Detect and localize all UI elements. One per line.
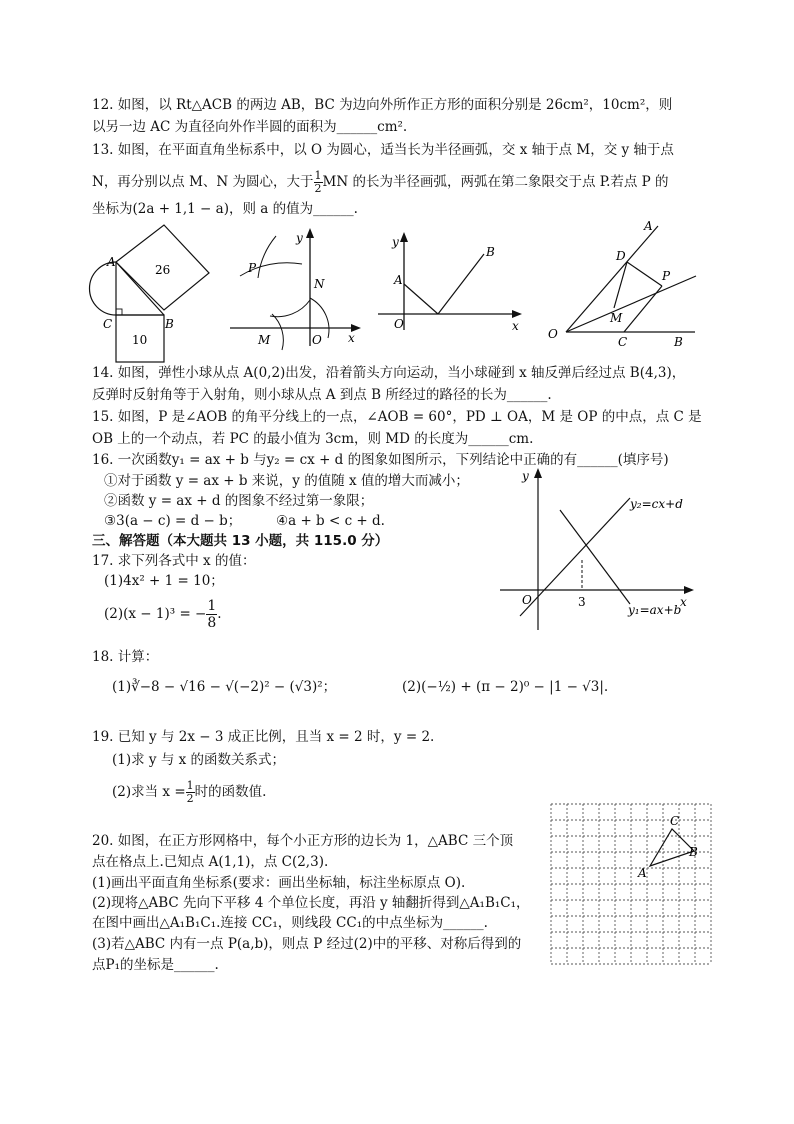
figure-linear-functions (500, 466, 700, 632)
triangle-abc (650, 829, 694, 866)
q13-line3: 坐标为(2a + 1,1 − a)，则 a 的值为______. (92, 201, 358, 217)
q18-part2: (2)(−½) + (π − 2)⁰ − |1 − √3|. (402, 679, 609, 695)
line-y2 (520, 498, 630, 616)
label-P: P (248, 261, 257, 275)
q19-part2a: (2)求当 x = (112, 784, 186, 800)
label-C: C (103, 317, 113, 331)
q19-frac-num: 1 (186, 779, 194, 792)
label-O: O (394, 317, 404, 331)
q17-part1: (1)4x² + 1 = 10； (104, 573, 224, 589)
q17-fraction (206, 598, 217, 631)
q13-fraction (314, 170, 323, 195)
q13-line2 (92, 170, 669, 195)
figure-square-grid (550, 803, 712, 965)
q15-line2: OB 上的一个动点，若 PC 的最小值为 3cm，则 MD 的长度为______cm. (92, 431, 534, 447)
q17-title: 17. 求下列各式中 x 的值： (92, 553, 256, 569)
label-tick-3: 3 (578, 595, 586, 609)
q19-fraction (186, 780, 195, 805)
q16-option4: ④a + b < c + d. (276, 513, 385, 529)
label-B: B (486, 245, 495, 259)
label-N: N (314, 277, 325, 291)
q20-line6: (3)若△ABC 内有一点 P(a,b)，则点 P 经过(2)中的平移、对称后得到的 (92, 936, 522, 952)
section-3-heading: 三、解答题（本大题共 13 小题，共 115.0 分） (92, 533, 389, 549)
q13-line2a: N，再分别以点 M、N 为圆心，大于 (92, 174, 314, 190)
label-B: B (689, 845, 698, 859)
q13-line1: 13. 如图，在平面直角坐标系中，以 O 为圆心，适当长为半径画弧，交 x 轴于点 M，交 y 轴于点 (92, 142, 674, 158)
q16-option2: ②函数 y = ax + d 的图象不经过第一象限； (104, 493, 374, 509)
label-B: B (165, 317, 174, 331)
label-10: 10 (132, 333, 148, 347)
q13-frac-den: 2 (314, 182, 322, 195)
q15-line1: 15. 如图，P 是∠AOB 的角平分线上的一点，∠AOB = 60°，PD ⊥ OA，M 是 OP 的中点，点 C 是 (92, 409, 702, 425)
q17-frac-num: 1 (207, 598, 217, 614)
label-x: x (680, 595, 687, 609)
q19-part1: (1)求 y 与 x 的函数关系式； (112, 752, 286, 768)
label-M: M (258, 333, 271, 347)
label-y: y (296, 231, 303, 245)
label-O: O (312, 333, 322, 347)
label-x: x (512, 319, 519, 333)
q19-part2b: 时的函数值. (194, 784, 267, 800)
figure-right-triangle-squares (85, 222, 215, 367)
q18-part1: (1)∛−8 − √16 − √(−2)² − (√3)²； (112, 679, 337, 695)
label-D: D (616, 249, 626, 263)
label-A: A (638, 866, 647, 880)
label-y2-eq: y₂=cx+d (630, 497, 683, 511)
label-C: C (618, 335, 628, 349)
label-M: M (610, 311, 623, 325)
label-y: y (392, 235, 399, 249)
q17-part2 (104, 598, 222, 631)
label-O: O (522, 593, 532, 607)
semicircle (90, 262, 116, 315)
label-A: A (394, 273, 403, 287)
q16-option3: ③3(a − c) = d − b； (104, 513, 242, 529)
figure-angle-aob (540, 220, 700, 350)
q12-line2: 以另一边 AC 为直径向外作半圆的面积为______cm². (92, 119, 408, 135)
label-A: A (644, 219, 653, 233)
label-O: O (548, 327, 558, 341)
q12-line1: 12. 如图，以 Rt△ACB 的两边 AB，BC 为边向外所作正方形的面积分别是 26cm²，10cm²，则 (92, 97, 673, 113)
q20-line1: 20. 如图，在正方形网格中，每个小正方形的边长为 1，△ABC 三个顶 (92, 833, 514, 849)
q17-frac-den: 8 (207, 615, 217, 631)
q16-line1: 16. 一次函数y₁ = ax + b 与y₂ = cx + d 的图象如图所示，下列结论中正确的有______(填序号) (92, 452, 669, 468)
figure-angle-bisector-construction (228, 228, 363, 348)
q20-line7: 点P₁的坐标是______. (92, 957, 219, 973)
figure-ball-reflection (376, 232, 526, 332)
q18-title: 18. 计算： (92, 649, 159, 665)
q13-frac-num: 1 (314, 169, 322, 182)
q17-part2b: . (217, 606, 222, 622)
q20-line4: (2)现将△ABC 先向下平移 4 个单位长度，再沿 y 轴翻折得到△A₁B₁C₁， (92, 895, 530, 911)
q17-part2a: (2)(x − 1)³ = − (104, 606, 207, 622)
q14-line1: 14. 如图，弹性小球从点 A(0,2)出发，沿着箭头方向运动，当小球碰到 x 轴反弹后经过点 B(4,3)， (92, 365, 686, 381)
label-y1-eq: y₁=ax+b (628, 603, 682, 617)
label-26: 26 (155, 263, 171, 277)
label-x: x (348, 331, 355, 345)
q20-line2: 点在格点上.已知点 A(1,1)，点 C(2,3). (92, 854, 329, 870)
q14-line2: 反弹时反射角等于入射角，则小球从点 A 到点 B 所经过的路径的长为______. (92, 387, 552, 403)
q20-line3: (1)画出平面直角坐标系(要求：画出坐标轴，标注坐标原点 O). (92, 875, 466, 891)
q19-frac-den: 2 (186, 792, 194, 805)
label-P: P (662, 269, 671, 283)
q19-part2 (112, 780, 266, 805)
label-y: y (522, 469, 529, 483)
q13-line2b: MN 的长为半径画弧，两弧在第二象限交于点 P.若点 P 的 (322, 174, 669, 190)
label-A: A (107, 255, 116, 269)
q16-option1: ①对于函数 y = ax + b 来说，y 的值随 x 值的增大而减小； (104, 473, 469, 489)
label-C: C (670, 814, 680, 828)
q19-line1: 19. 已知 y 与 2x − 3 成正比例，且当 x = 2 时，y = 2. (92, 729, 435, 745)
label-B: B (674, 335, 683, 349)
q20-line5: 在图中画出△A₁B₁C₁.连接 CC₁，则线段 CC₁的中点坐标为______. (92, 915, 488, 931)
